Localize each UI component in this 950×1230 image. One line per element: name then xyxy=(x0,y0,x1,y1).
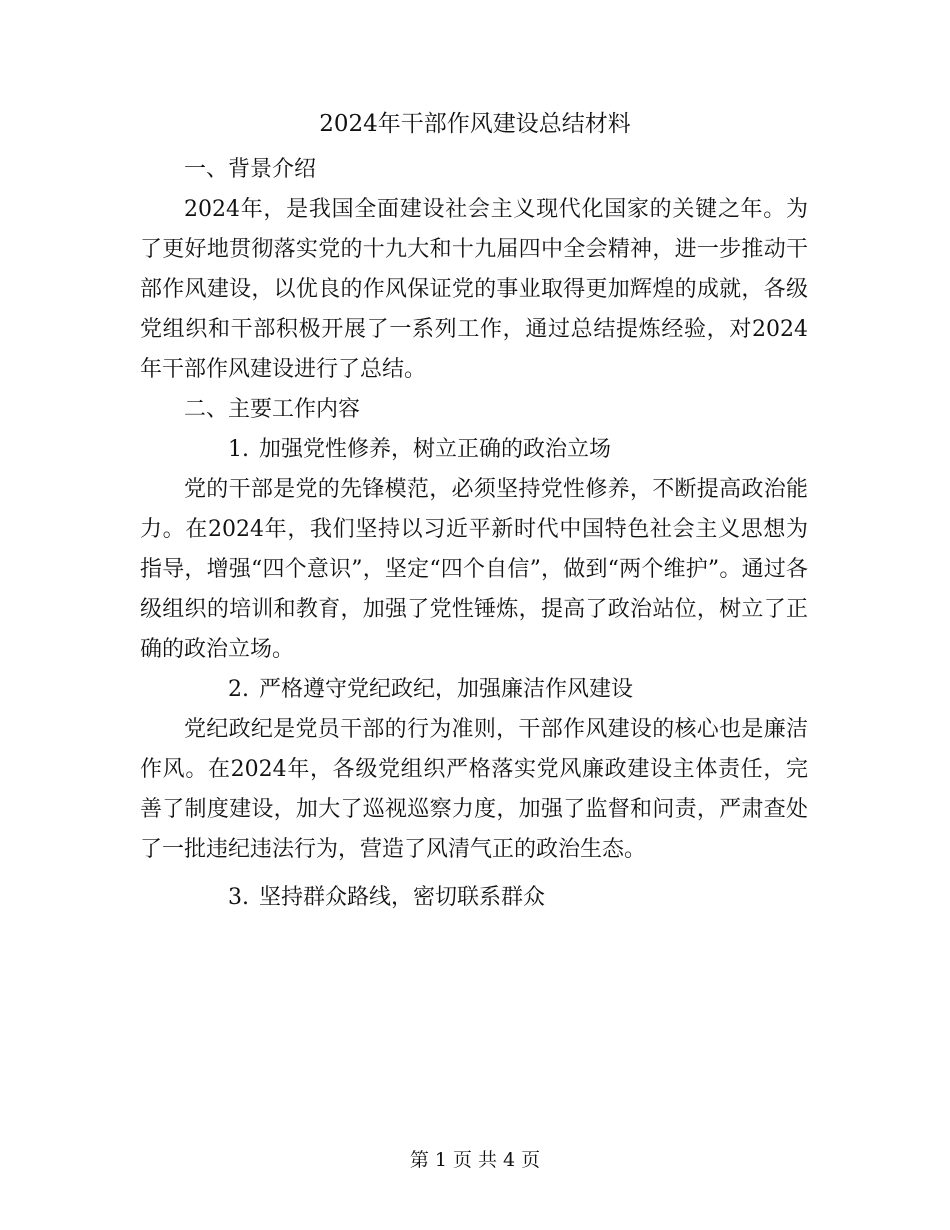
section-heading-main-work: 二、主要工作内容 xyxy=(184,397,361,422)
item-heading-1-text: 加强党性修养，树立正确的政治立场 xyxy=(259,437,612,462)
item-number-1: 1. xyxy=(228,437,249,462)
item-heading-2-text: 严格遵守党纪政纪，加强廉洁作风建设 xyxy=(259,677,634,702)
page-footer: 第 1 页 共 4 页 xyxy=(409,1149,541,1171)
document-title: 2024年干部作风建设总结材料 xyxy=(319,111,631,137)
item-number-2: 2. xyxy=(228,677,249,702)
spacer xyxy=(140,870,808,878)
paragraph-item-2: 党纪政纪是党员干部的行为准则，干部作风建设的核心也是廉洁作风。在2024年，各级党组织严格落实党风廉政建设主体责任，完善了制度建设，加大了巡视巡察力度，加强了监督和问责，严肃查处了一批违纪违法行为，营造了风清气正的政治生态。 xyxy=(140,717,808,862)
item-number-3: 3. xyxy=(228,885,249,910)
item-heading-3 xyxy=(140,878,808,918)
item-heading-1 xyxy=(140,430,808,470)
item-heading-3-text: 坚持群众路线，密切联系群众 xyxy=(259,885,546,910)
item-heading-2 xyxy=(140,670,808,710)
section-heading-background: 一、背景介绍 xyxy=(184,157,317,182)
document-body xyxy=(140,150,808,918)
paragraph-item-1: 党的干部是党的先锋模范，必须坚持党性修养，不断提高政治能力。在2024年，我们坚持以习近平新时代中国特色社会主义思想为指导，增强“四个意识”，坚定“四个自信”，做到“两个维护”。通过各级组织的培训和教育，加强了党性锤炼，提高了政治站位，树立了正确的政治立场。 xyxy=(140,477,808,662)
paragraph-background: 2024年，是我国全面建设社会主义现代化国家的关键之年。为了更好地贯彻落实党的十九大和十九届四中全会精神，进一步推动干部作风建设，以优良的作风保证党的事业取得更加辉煌的成就，各级党组织和干部积极开展了一系列工作，通过总结提炼经验，对2024年干部作风建设进行了总结。 xyxy=(140,197,808,382)
